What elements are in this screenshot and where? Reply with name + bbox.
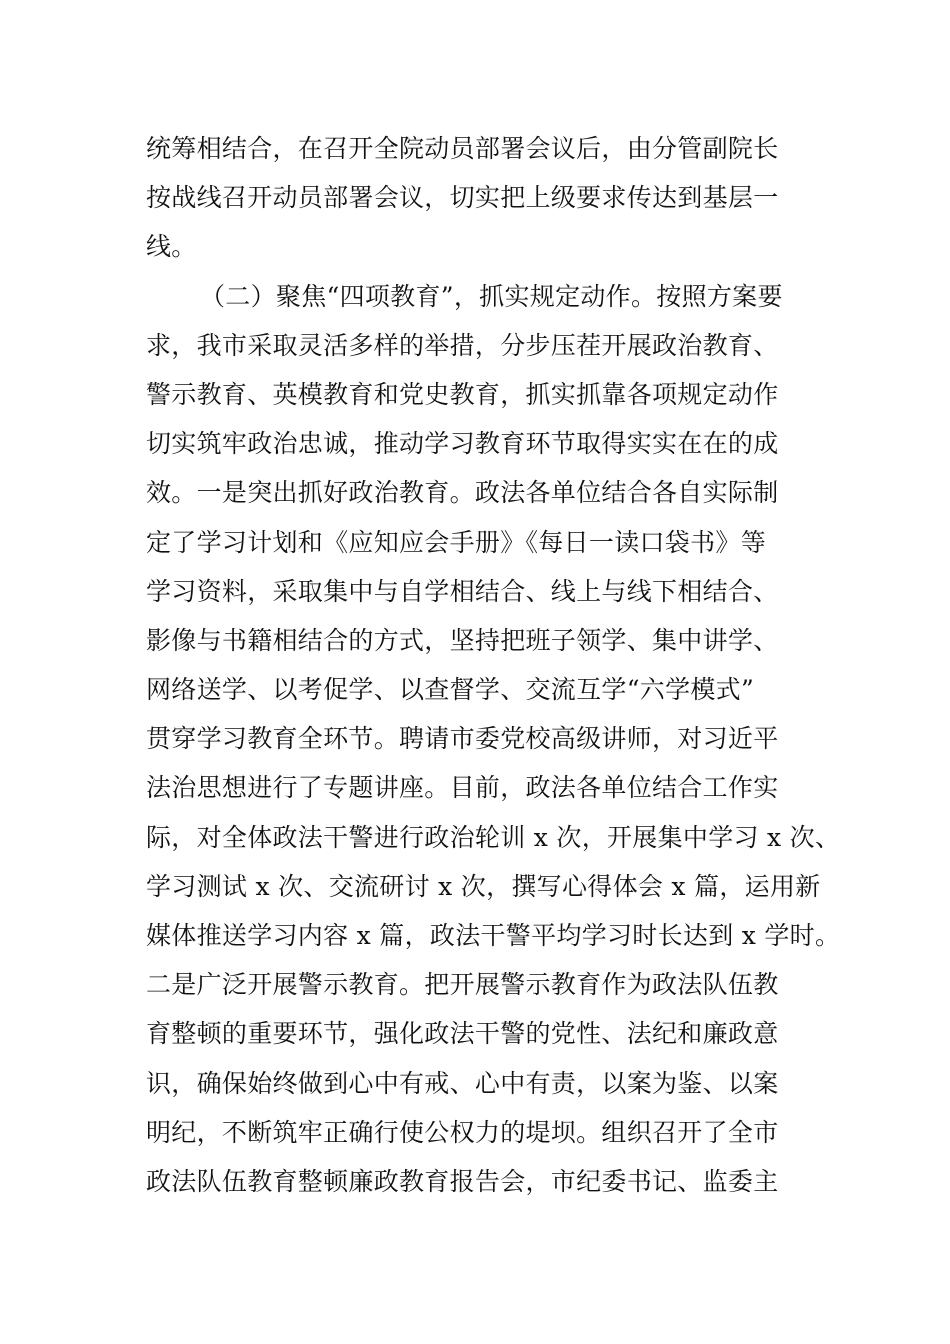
text-line: 影像与书籍相结合的方式，坚持把班子领学、集中讲学、 [146, 625, 779, 655]
text-line: 贯穿学习教育全环节。聘请市委党校高级讲师，对习近平 [146, 724, 779, 754]
text-line: 网络送学、以考促学、以查督学、交流互学“六学模式” [146, 675, 755, 705]
text-line: 统筹相结合，在召开全院动员部署会议后，由分管副院长 [146, 134, 779, 163]
text-line: 明纪，不断筑牢正确行使公权力的堤坝。组织召开了全市 [146, 1117, 779, 1147]
text-line: 学习资料，采取集中与自学相结合、线上与线下相结合、 [146, 576, 779, 606]
text-line: 识，确保始终做到心中有戒、心中有责，以案为鉴、以案 [146, 1068, 779, 1098]
text-line: 线。 [146, 232, 197, 262]
text-line: 学习测试 x 次、交流研讨 x 次，撰写心得体会 x 篇，运用新 [146, 871, 821, 901]
text-line: 按战线召开动员部署会议，切实把上级要求传达到基层一 [146, 183, 779, 213]
text-line: 警示教育、英模教育和党史教育，抓实抓靠各项规定动作 [146, 379, 779, 409]
body-text [146, 124, 841, 1206]
text-line: 法治思想进行了专题讲座。目前，政法各单位结合工作实 [146, 773, 779, 803]
text-line: 效。一是突出抓好政治教育。政法各单位结合各自实际制 [146, 478, 779, 508]
text-line: 求，我市采取灵活多样的举措，分步压茬开展政治教育、 [146, 330, 779, 360]
text-line: 媒体推送学习内容 x 篇，政法干警平均学习时长达到 x 学时。 [146, 921, 841, 950]
text-line: 定了学习计划和《应知应会手册》《每日一读口袋书》等 [146, 527, 767, 557]
section-heading-line: （二）聚焦“四项教育”，抓实规定动作。按照方案要 [200, 281, 783, 311]
text-line: 育整顿的重要环节，强化政法干警的党性、法纪和廉政意 [146, 1019, 779, 1049]
text-line: 政法队伍教育整顿廉政教育报告会，市纪委书记、监委主 [146, 1166, 779, 1196]
text-line: 切实筑牢政治忠诚，推动学习教育环节取得实实在在的成 [146, 429, 779, 459]
text-line: 际，对全体政法干警进行政治轮训 x 次，开展集中学习 x 次、 [146, 822, 841, 852]
text-line: 二是广泛开展警示教育。把开展警示教育作为政法队伍教 [146, 970, 779, 1000]
